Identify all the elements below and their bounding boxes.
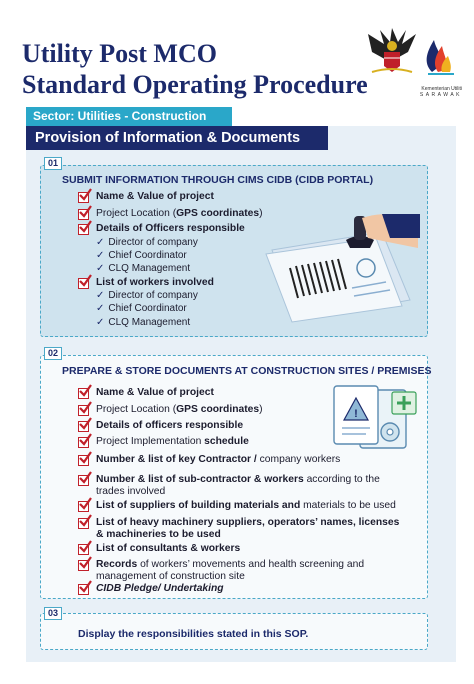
document-warning-icon [330, 382, 422, 452]
check-icon [78, 584, 89, 595]
sarawak-crest-icon [368, 28, 416, 72]
step-2-item: Records of workers’ movements and health screening and management of construction site [96, 559, 365, 582]
tick-icon: ✓ [96, 237, 105, 248]
page-title [22, 38, 368, 100]
step-2-item: Name & Value of project [96, 387, 214, 398]
check-icon [78, 560, 89, 571]
tick-icon: ✓ [96, 317, 105, 328]
check-icon [78, 475, 89, 486]
ministry-flame-icon [427, 40, 454, 74]
step-1-item: List of workers involved [96, 277, 214, 288]
check-icon [78, 192, 89, 203]
step-2-item: Project Location (GPS coordinates) [96, 404, 263, 415]
check-icon [78, 278, 89, 289]
svg-text:!: ! [354, 408, 358, 420]
title-line-2: Standard Operating Procedure [22, 70, 368, 99]
check-icon [78, 437, 89, 448]
check-icon [78, 388, 89, 399]
check-icon [78, 518, 89, 529]
officer-subitem: ✓ Chief Coordinator [96, 250, 187, 261]
check-icon [78, 421, 89, 432]
step-3-text: Display the responsibilities stated in this SOP. [78, 628, 309, 640]
ministry-caption-line-2: SARAWAK [419, 92, 462, 98]
check-icon [78, 544, 89, 555]
step-1-number: 01 [44, 157, 62, 170]
step-1-item: Details of Officers responsible [96, 223, 245, 234]
check-icon [78, 209, 89, 220]
step-2-number: 02 [44, 347, 62, 360]
step-2-item: Project Implementation schedule [96, 436, 249, 447]
title-line-1: Utility Post MCO [22, 39, 217, 68]
step-2-item: List of heavy machinery suppliers, operators’ names, licenses & machineries to be used [96, 517, 400, 540]
worker-subitem: ✓ CLQ Management [96, 317, 191, 328]
stamp-documents-icon [262, 210, 420, 326]
government-logos [362, 22, 462, 80]
step-2-item: Number & list of key Contractor / company workers [96, 454, 341, 465]
tick-icon: ✓ [96, 263, 105, 274]
tick-icon: ✓ [96, 303, 105, 314]
step-2-heading: PREPARE & STORE DOCUMENTS AT CONSTRUCTION SITES / PREMISES [62, 365, 432, 377]
section-title: Provision of Information & Documents [26, 126, 328, 150]
officer-subitem: ✓ Director of company [96, 237, 198, 248]
step-1-heading: SUBMIT INFORMATION THROUGH CIMS CIDB (CIDB PORTAL) [62, 174, 374, 186]
step-3-number: 03 [44, 607, 62, 620]
check-icon [78, 455, 89, 466]
worker-subitem: ✓ Director of company [96, 290, 198, 301]
tick-icon: ✓ [96, 290, 105, 301]
step-1-item: Name & Value of project [96, 191, 214, 202]
ministry-caption-line-1: Kementerian Utiliti [421, 86, 462, 92]
check-icon [78, 224, 89, 235]
step-1-item: Project Location (GPS coordinates) [96, 208, 263, 219]
step-2-item: List of suppliers of building materials and materials to be used [96, 500, 396, 511]
sector-banner: Sector: Utilities - Construction [26, 107, 232, 126]
step-2-item: Number & list of sub-contractor & workers according to the trades involved [96, 474, 380, 497]
check-icon [78, 405, 89, 416]
worker-subitem: ✓ Chief Coordinator [96, 303, 187, 314]
tick-icon: ✓ [96, 250, 105, 261]
step-2-item: Details of officers responsible [96, 420, 244, 431]
officer-subitem: ✓ CLQ Management [96, 263, 191, 274]
ministry-caption [418, 86, 462, 98]
step-2-item: CIDB Pledge/ Undertaking [96, 583, 224, 594]
check-icon [78, 501, 89, 512]
step-2-item: List of consultants & workers [96, 543, 241, 554]
